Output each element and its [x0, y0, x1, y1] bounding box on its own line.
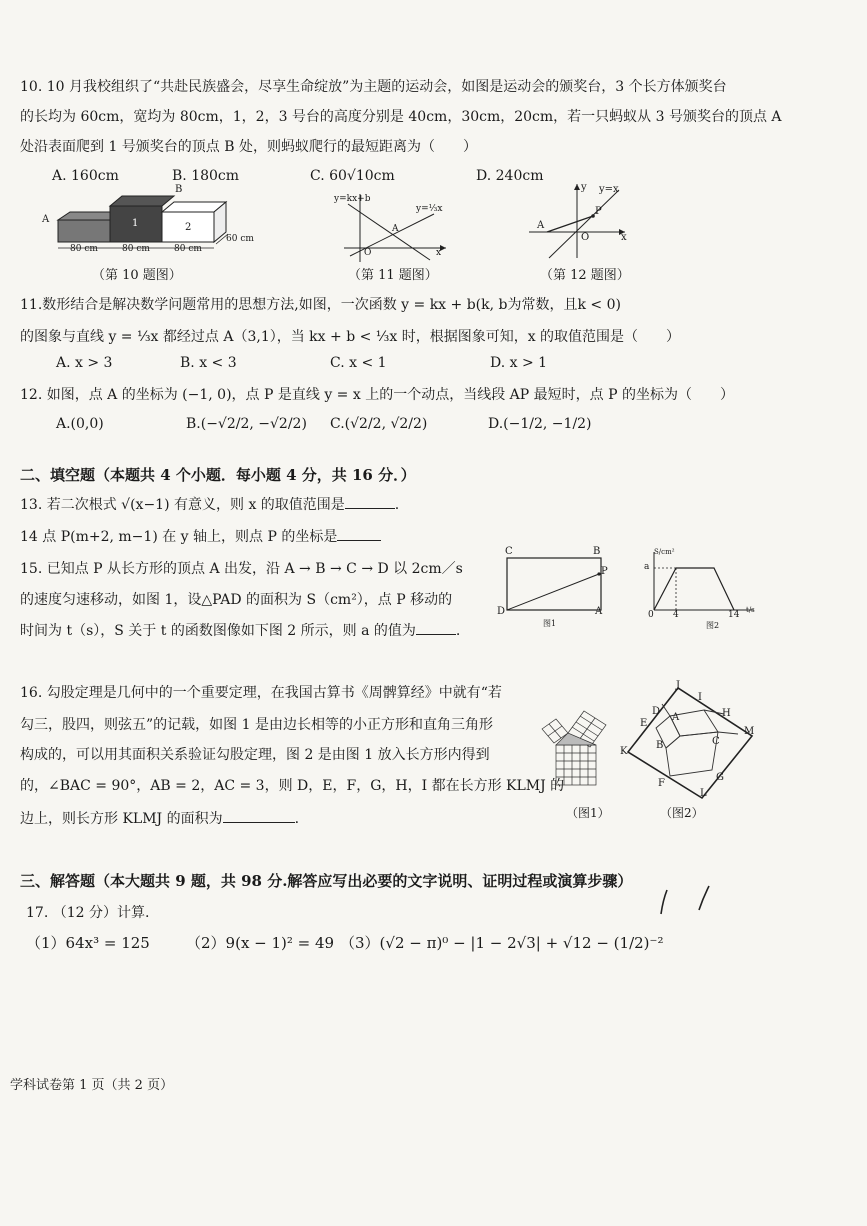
- figure-15-rectangle: [495, 548, 615, 628]
- fig16-caption-2: （图2）: [660, 806, 704, 820]
- q17-title: 17. （12 分）计算.: [26, 905, 150, 921]
- fig10-dim-2: 80 cm: [122, 244, 150, 254]
- fig15b-tick-4: 4: [673, 610, 679, 620]
- q10-line3: 处沿表面爬到 1 号颁奖台的顶点 B 处，则蚂蚁爬行的最短距离为（ ）: [20, 139, 477, 155]
- fig12-label-a: A: [537, 220, 545, 231]
- fig15-label-d: D: [497, 606, 506, 617]
- q13-tail: .: [394, 497, 400, 513]
- q13-stem: 13. 若二次根式 √(x−1) 有意义，则 x 的取值范围是: [20, 497, 345, 513]
- fig10-num-2: 2: [185, 222, 192, 233]
- fig15b-label-a: a: [644, 562, 650, 572]
- fig16b-e: E: [640, 718, 648, 729]
- figure-16-pythagoras-grid: [538, 705, 616, 795]
- q11-option-b: B. x < 3: [180, 355, 237, 371]
- q10-option-c: C. 60√10cm: [310, 168, 395, 184]
- fig12-label-p: P: [595, 206, 602, 217]
- q12-option-b: B.(−√2/2, −√2/2): [186, 416, 307, 432]
- figure-10-podium: [40, 184, 260, 268]
- figure-11-graph: [330, 190, 450, 265]
- fig16b-j: J: [676, 680, 681, 691]
- fig10-dim-3: 80 cm: [174, 244, 202, 254]
- q17-part-1: （1）64x³ = 125: [26, 934, 150, 952]
- fig12-label-y: y: [581, 182, 587, 193]
- q13-text: [20, 494, 399, 514]
- fig15b-tick-14: 14: [728, 610, 740, 620]
- fig16b-a: A: [672, 712, 680, 723]
- fig10-label-a: A: [42, 214, 50, 225]
- q10-option-b: B. 180cm: [172, 168, 240, 184]
- fig15-label-a: A: [595, 606, 603, 617]
- q16-line5: [20, 808, 299, 828]
- q15-line2: 的速度匀速移动，如图 1，设△PAD 的面积为 S（cm²），点 P 移动的: [20, 592, 453, 608]
- fig16b-f: F: [658, 778, 665, 789]
- fig12-eq: y=x: [599, 184, 619, 195]
- fig10-caption: （第 10 题图）: [92, 268, 182, 283]
- q16-answer-blank[interactable]: [223, 808, 295, 823]
- figure-16-rectangle-klmj: [620, 680, 760, 800]
- fig11-caption: （第 11 题图）: [348, 268, 438, 283]
- q15-line1: 15. 已知点 P 从长方形的顶点 A 出发，沿 A → B → C → D 以 2cm／s: [20, 561, 463, 577]
- q14-answer-blank[interactable]: [337, 526, 381, 541]
- section-2-title: 二、填空题（本题共 4 个小题．每小题 4 分，共 16 分．）: [20, 466, 416, 484]
- q11-line1: 11.数形结合是解决数学问题常用的思想方法,如图，一次函数 y = kx + b(k, b为常数，且k < 0): [20, 297, 621, 313]
- fig16b-h: H: [722, 708, 731, 719]
- fig16b-i: I: [698, 692, 702, 703]
- q17-part-2: （2）9(x − 1)² = 49: [186, 934, 335, 952]
- pen-marks: [655, 880, 715, 924]
- figure-12-graph: [525, 180, 635, 260]
- q11-option-c: C. x < 1: [330, 355, 387, 371]
- fig16b-k: K: [620, 746, 628, 757]
- fig15-caption-1: 图1: [543, 619, 557, 628]
- q10-option-a: A. 160cm: [52, 168, 119, 184]
- q17-part-3: （3）(√2 − π)⁰ − |1 − 2√3| + √12 − (1/2)⁻²: [340, 934, 664, 952]
- page-footer: 学科试卷第 1 页（共 2 页）: [10, 1078, 174, 1093]
- q11-option-a: A. x > 3: [56, 355, 113, 371]
- fig15-caption-2: 图2: [706, 621, 720, 630]
- q16-line4: 的，∠BAC = 90°，AB = 2，AC = 3，则 D，E，F，G，H，I 都在长方形 KLMJ 的: [20, 778, 565, 794]
- fig16b-b: B: [656, 740, 664, 751]
- q16-stem: 边上，则长方形 KLMJ 的面积为: [20, 811, 223, 827]
- fig16-caption-1: （图1）: [566, 806, 610, 820]
- q10-line1: 10. 10 月我校组织了“共赴民族盛会，尽享生命绽放”为主题的运动会，如图是运动会的颁奖台，3 个长方体颁奖台: [20, 79, 727, 95]
- section-3-title: 三、解答题（本大题共 9 题，共 98 分.解答应写出必要的文字说明、证明过程或演算步骤）: [20, 872, 633, 890]
- fig10-label-b: B: [175, 184, 183, 195]
- fig11-label-a: A: [392, 224, 399, 234]
- q12-option-a: A.(0,0): [56, 416, 104, 432]
- fig12-caption: （第 12 题图）: [540, 268, 630, 283]
- q16-line1: 16. 勾股定理是几何中的一个重要定理，在我国古算书《周髀算经》中就有“若: [20, 685, 502, 701]
- q10-option-d: D. 240cm: [476, 168, 544, 184]
- q11-line2: 的图象与直线 y = ⅓x 都经过点 A（3,1），当 kx + b < ⅓x 时，根据图象可知，x 的取值范围是（ ）: [20, 329, 681, 345]
- fig16b-g: G: [716, 772, 724, 783]
- q16-tail: .: [294, 811, 300, 827]
- fig10-dim-1: 80 cm: [70, 244, 98, 254]
- q14-text: [20, 526, 381, 546]
- fig11-label-o: O: [364, 248, 372, 258]
- q11-option-d: D. x > 1: [490, 355, 548, 371]
- fig15b-s-axis: S/cm²: [654, 548, 675, 556]
- q15-tail: .: [455, 623, 461, 639]
- fig11-eq2: y=⅓x: [416, 204, 443, 214]
- fig12-label-x: x: [621, 232, 627, 243]
- fig16b-c: C: [712, 736, 720, 747]
- fig11-eq1: y=kx+b: [334, 194, 371, 204]
- fig11-label-x: x: [436, 248, 442, 258]
- q13-answer-blank[interactable]: [345, 494, 395, 509]
- fig10-dim-4: 60 cm: [226, 234, 254, 244]
- fig15-label-b: B: [593, 546, 601, 557]
- q14-stem: 14 点 P(m+2, m−1) 在 y 轴上，则点 P 的坐标是: [20, 529, 338, 545]
- q15-line3: [20, 620, 460, 640]
- q16-line3: 构成的，可以用其面积关系验证勾股定理，图 2 是由图 1 放入长方形内得到: [20, 747, 490, 763]
- q16-line2: 勾三，股四，则弦五”的记载，如图 1 是由边长相等的小正方形和直角三角形: [20, 717, 493, 733]
- figure-15-graph: [640, 546, 760, 630]
- q12-option-d: D.(−1/2, −1/2): [488, 416, 592, 432]
- fig12-label-o: O: [581, 232, 590, 243]
- fig15b-origin: 0: [648, 610, 654, 620]
- q15-answer-blank[interactable]: [416, 620, 456, 635]
- fig15-label-c: C: [505, 546, 513, 557]
- fig16b-l: L: [700, 788, 707, 799]
- fig10-num-1: 1: [132, 218, 139, 229]
- fig16b-m: M: [744, 726, 755, 737]
- q15-stem: 时间为 t（s），S 关于 t 的函数图像如下图 2 所示，则 a 的值为: [20, 623, 416, 639]
- q12-option-c: C.(√2/2, √2/2): [330, 416, 428, 432]
- q10-line2: 的长均为 60cm，宽均为 80cm，1，2，3 号台的高度分别是 40cm，30cm，20cm，若一只蚂蚁从 3 号颁奖台的顶点 A: [20, 109, 782, 125]
- q12-line1: 12. 如图，点 A 的坐标为 (−1, 0)，点 P 是直线 y = x 上的一个动点，当线段 AP 最短时，点 P 的坐标为（ ）: [20, 387, 734, 403]
- fig15b-t-axis: t/s: [746, 606, 755, 614]
- fig16b-d: D: [652, 706, 661, 717]
- fig15-label-p: P: [601, 566, 608, 577]
